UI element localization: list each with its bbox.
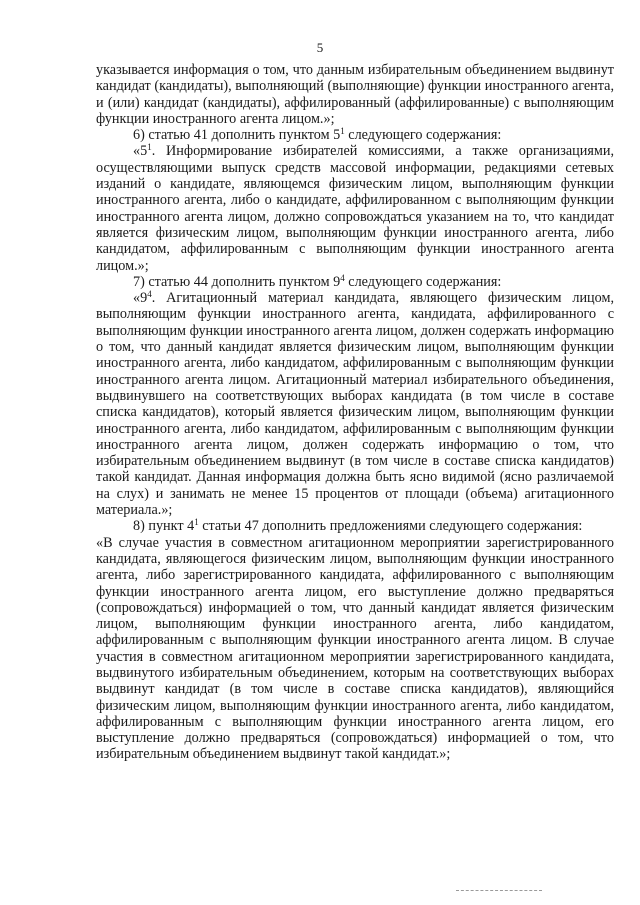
paragraph-text: «В случае участия в совместном агитационном мероприятии зарегистрированного кандидата, являющегося физическим лицом, выполняющим функции иностранного агента, либо зарегистрированного кандидата, аффилированного с выполняющим функции иностранного агента лицом, его выступление должно предваряться (сопровождаться) информацией о том, что данный кандидат является физическим лицом, выполняющим функции иностранного агента, либо кандидатом, аффилированным с выполняющим функции иностранного агента лицом. В случае участия в совместном агитационном мероприятии зарегистрированного кандидата, выдвинутого избирательным объединением, которым на соответствующих выборах выдвинут кандидат (в том числе в составе списка кандидатов), являющийся физическим лицом, выполняющим функции иностранного агента, либо кандидатом, аффилированным с выполняющим функции иностранного агента лицом, его выступление должно предваряться (сопровождаться) информацией о том, что избирательным объединением выдвинут такой кандидат.»; <box>96 534 614 763</box>
paragraph-text: «5 <box>133 143 148 160</box>
paragraph-text: 7) статью 44 дополнить пунктом 9 <box>133 273 341 290</box>
paragraph <box>96 143 614 273</box>
paragraph-text: статьи 47 дополнить предложениями следующего содержания: <box>198 518 583 535</box>
paragraph <box>96 127 614 143</box>
paragraph <box>96 535 614 763</box>
footer-rule <box>456 890 542 891</box>
superscript-index: 4 <box>147 289 152 300</box>
superscript-index: 1 <box>147 142 152 153</box>
superscript-index: 4 <box>340 272 345 283</box>
paragraph-text: указывается информация о том, что данным избирательным объединением выдвинут кандидат (кандидаты), выполняющий (выполняющие) функции иностранного агента, и (или) кандидат (кандидаты), аффилированный (аффилированные) с выполняющим функции иностранного агента лицом.»; <box>96 62 614 127</box>
paragraph-text: «9 <box>133 290 148 307</box>
paragraph-text: следующего содержания: <box>344 127 502 144</box>
paragraph <box>96 62 614 127</box>
document-body <box>96 62 614 763</box>
superscript-index: 1 <box>194 517 199 528</box>
paragraph <box>96 274 614 290</box>
page-number: 5 <box>316 40 324 55</box>
paragraph-text: . Агитационный материал кандидата, являющего физическим лицом, выполняющим функции иностранного агента, кандидата, аффилированного с выполняющим функции иностранного агента лицом, должен содержать информацию о том, что данный кандидат является физическим лицом, выполняющим функции иностранного агента, либо кандидатом, аффилированным с выполняющим функции иностранного агента лицом. Агитационный материал избирательного объединения, выдвинувшего на соответствующих выборах кандидата (в том числе в составе списка кандидатов), который является физическим лицом, выполняющим функции иностранного агента, либо кандидатом, аффилированным с выполняющим функции иностранного агента лицом, должен содержать информацию о том, что избирательным объединением выдвинут (в том числе в составе списка кандидатов) такой кандидат. Данная информация должна быть ясно видимой (ясно различаемой на слух) и занимать не менее 15 процентов от площади (объема) агитационного материала.»; <box>96 290 614 519</box>
paragraph <box>96 518 614 534</box>
paragraph-text: 8) пункт 4 <box>133 518 195 535</box>
superscript-index: 1 <box>340 126 345 137</box>
paragraph-text: . Информирование избирателей комиссиями, а также организациями, осуществляющими выпуск средств массовой информации, редакциями сетевых изданий о кандидате, являющемся физическим лицом, выполняющим функции иностранного агента, либо о кандидате, аффилированном с выполняющим функции иностранного агента лицом, должно сопровождаться указанием на то, что кандидат является физическим лицом, выполняющим функции иностранного агента, либо кандидатом, аффилированным с выполняющим функции иностранного агента лицом.»; <box>96 143 614 274</box>
paragraph-text: следующего содержания: <box>344 273 502 290</box>
paragraph <box>96 290 614 518</box>
paragraph-text: 6) статью 41 дополнить пунктом 5 <box>133 127 341 144</box>
